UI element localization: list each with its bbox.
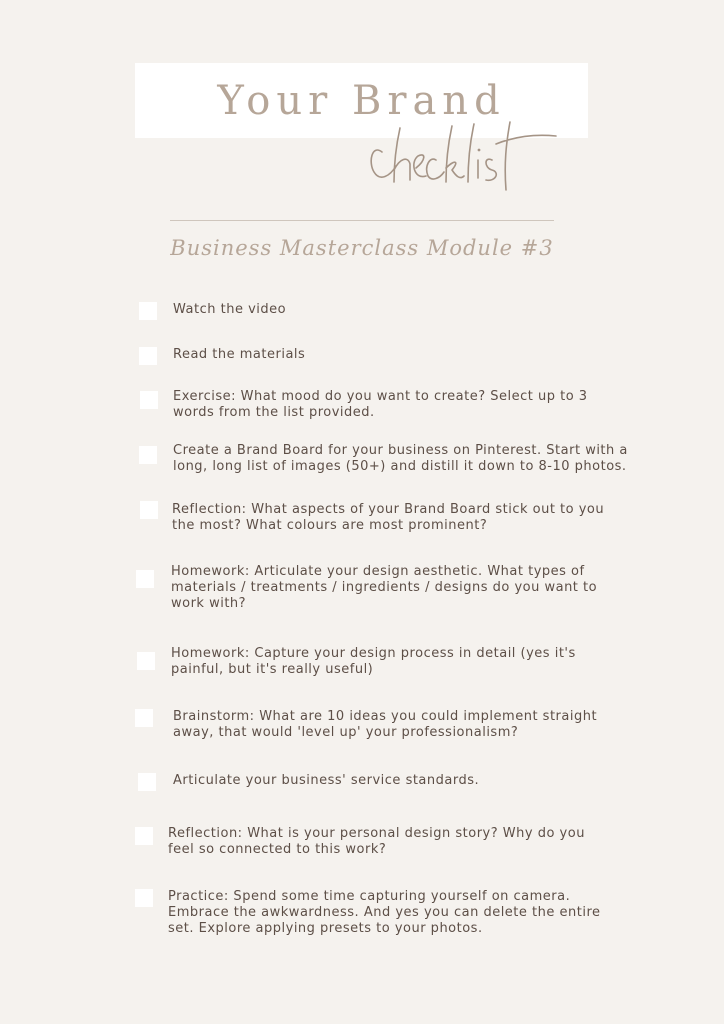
checklist-item-text: Practice: Spend some time capturing yourself on camera. Embrace the awkwardness. And yes you can delete the entire set. Explore applying presets to your photos. (168, 889, 601, 936)
checklist-item-text: Reflection: What is your personal design story? Why do you feel so connected to this work? (168, 826, 585, 857)
checklist-item-text: Read the materials (173, 347, 306, 362)
checklist-item-text: Watch the video (173, 302, 287, 317)
checklist-item-text: Brainstorm: What are 10 ideas you could implement straight away, that would 'level up' your professionalism? (173, 709, 598, 740)
checklist-item-text: Reflection: What aspects of your Brand Board stick out to you the most? What colours are most prominent? (172, 502, 605, 533)
checkbox[interactable] (136, 570, 154, 588)
checklist-item-text: Exercise: What mood do you want to create? Select up to 3 words from the list provided. (173, 389, 588, 420)
module-subtitle: Business Masterclass Module #3 (170, 236, 554, 260)
checkbox[interactable] (135, 889, 153, 907)
checkbox[interactable] (137, 652, 155, 670)
checkbox[interactable] (140, 501, 158, 519)
header-divider (170, 220, 554, 221)
checkbox[interactable] (135, 827, 153, 845)
checkbox[interactable] (139, 446, 157, 464)
checklist-item-text: Homework: Articulate your design aesthetic. What types of materials / treatments / ingredients / designs do you want to work with? (171, 564, 598, 611)
checklist-item-text: Create a Brand Board for your business on Pinterest. Start with a long, long list of images (50+) and distill it down to 8-10 photos. (173, 443, 628, 474)
checklist-script-wordmark (360, 100, 570, 200)
checkbox[interactable] (135, 709, 153, 727)
checkbox[interactable] (140, 391, 158, 409)
checkbox[interactable] (139, 302, 157, 320)
checkbox[interactable] (139, 347, 157, 365)
checkbox[interactable] (138, 773, 156, 791)
checklist-item-text: Homework: Capture your design process in detail (yes it's painful, but it's really useful) (171, 646, 576, 677)
page-title: Your Brand (217, 78, 506, 124)
checklist-item-text: Articulate your business' service standards. (173, 773, 480, 788)
